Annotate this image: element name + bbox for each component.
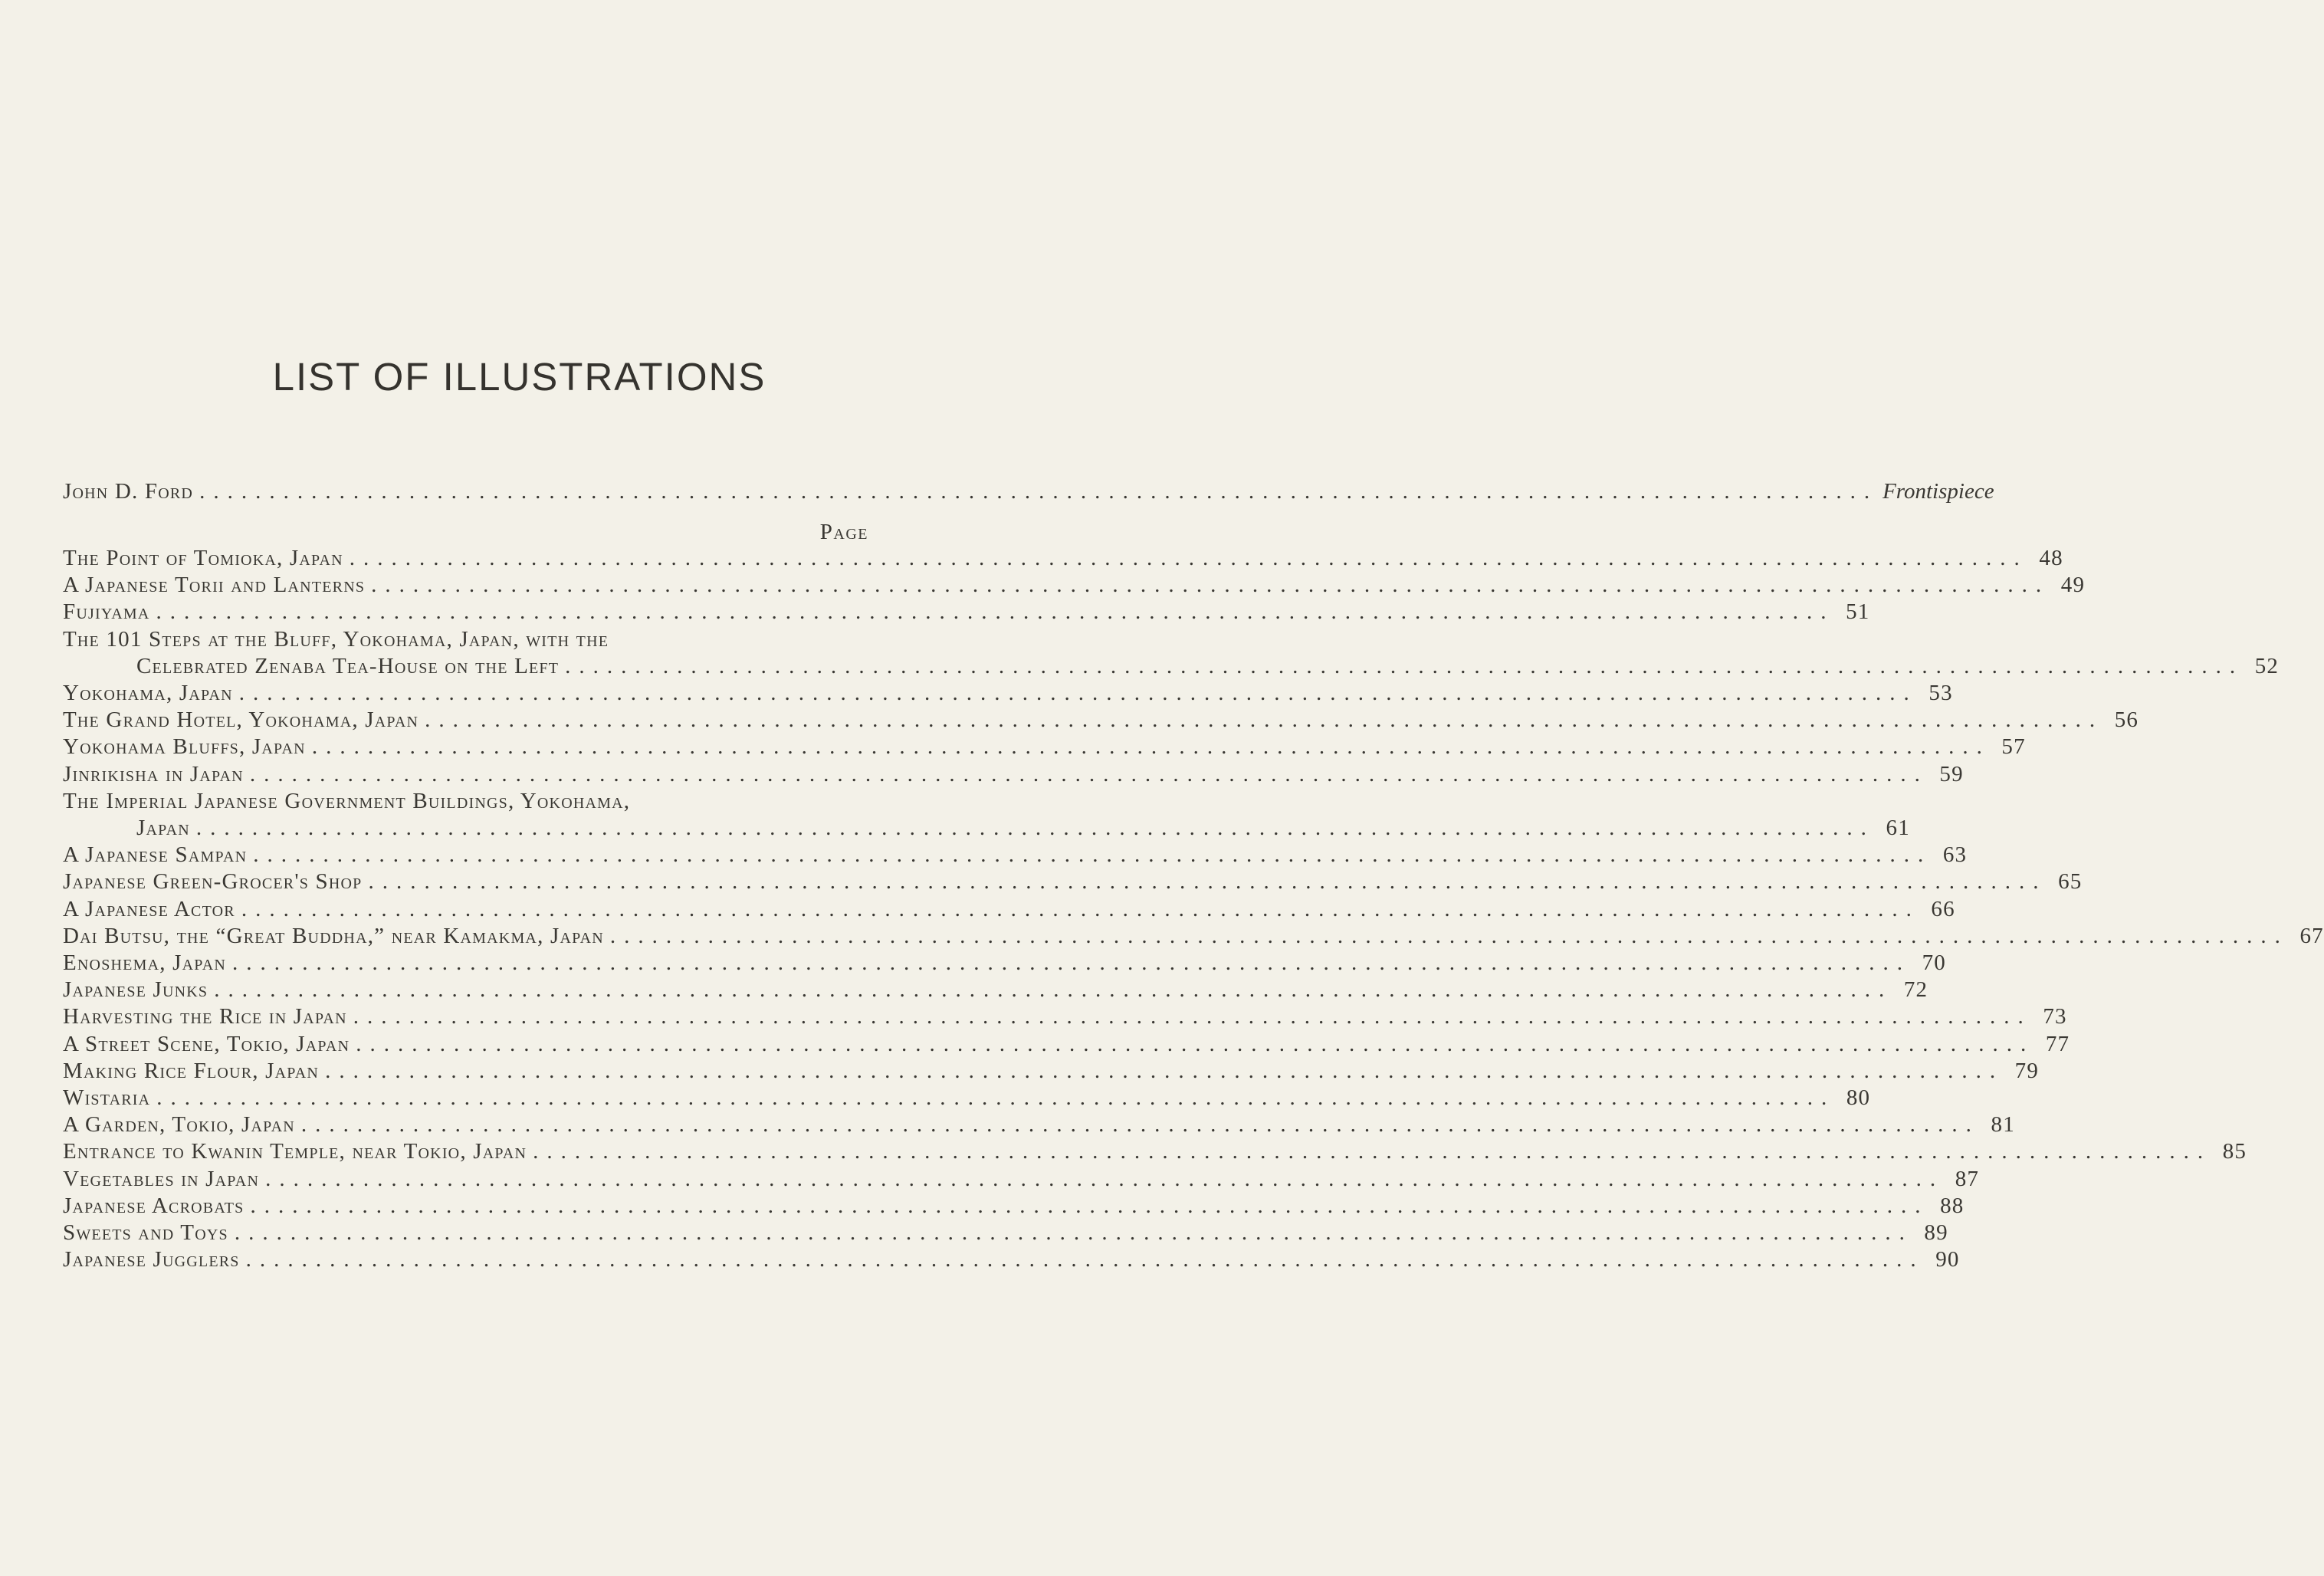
dot-leader: ........................................................................................................................ xyxy=(234,1220,1913,1245)
entry-text: The Grand Hotel, Yokohama, Japan xyxy=(63,708,419,733)
entry-page: 67 xyxy=(2299,923,2324,948)
entry-text: John D. Ford xyxy=(63,479,194,504)
list-item xyxy=(63,546,2063,571)
entry-page: 80 xyxy=(1846,1085,1871,1110)
entry-page: 53 xyxy=(1928,681,1953,705)
list-item xyxy=(63,1031,2070,1057)
entry-page: 61 xyxy=(1886,816,1910,840)
entry-text: Yokohama, Japan xyxy=(63,681,233,705)
dot-leader: ........................................................................................................................ xyxy=(349,546,2028,570)
dot-leader: ........................................................................................................................ xyxy=(368,869,2047,895)
list-item xyxy=(63,1166,1980,1192)
dot-leader: ........................................................................................................................ xyxy=(249,761,1928,786)
list-item xyxy=(63,1112,2015,1138)
dot-leader: ........................................................................................................................ xyxy=(232,951,1912,975)
entry-page: 48 xyxy=(2039,546,2063,570)
list-item xyxy=(63,816,1910,841)
entry-page: 52 xyxy=(2254,653,2280,678)
entry-text: Making Rice Flour, Japan xyxy=(63,1058,320,1083)
entry-text: Yokohama Bluffs, Japan xyxy=(63,734,306,760)
entry-page: 63 xyxy=(1942,842,1968,868)
entry-text: Celebrated Zenaba Tea-House on the Left xyxy=(136,653,560,678)
entry-text: The Imperial Japanese Government Buildings, Yokohama, xyxy=(63,788,631,813)
entry-text: The Point of Tomioka, Japan xyxy=(63,546,343,570)
dot-leader: ........................................................................................................................ xyxy=(353,1004,2032,1029)
list-item xyxy=(63,627,869,652)
list-item xyxy=(63,789,869,814)
dot-leader: ........................................................................................................................ xyxy=(238,681,1918,705)
list-item xyxy=(63,842,1968,868)
list-item xyxy=(63,1139,2247,1164)
entry-text: Jinrikisha in Japan xyxy=(63,761,244,786)
entry-page: 88 xyxy=(1940,1193,1965,1218)
entry-page: 90 xyxy=(1935,1247,1960,1272)
list-item xyxy=(63,977,1928,1003)
entry-page: 49 xyxy=(2060,573,2086,598)
list-item xyxy=(63,1193,1965,1219)
entry-page: 65 xyxy=(2058,869,2083,895)
entry-text: A Japanese Torii and Lanterns xyxy=(63,573,366,598)
dot-leader: ........................................................................................................................ xyxy=(311,734,1991,760)
dot-leader: ........................................................................................................................ xyxy=(199,479,1879,504)
entry-text: Harvesting the Rice in Japan xyxy=(63,1004,347,1029)
dot-leader: ........................................................................................................................ xyxy=(156,1085,1836,1110)
list-item xyxy=(63,681,1953,706)
entry-page: 57 xyxy=(2001,734,2026,760)
entry-text: Japanese Green-Grocer's Shop xyxy=(63,869,363,895)
entry-text: The 101 Steps at the Bluff, Yokohama, Japan, with the xyxy=(63,626,609,652)
list-item xyxy=(63,573,2086,598)
dot-leader: ........................................................................................................................ xyxy=(250,1193,1929,1218)
entry-page: 56 xyxy=(2114,708,2139,733)
dot-leader: ........................................................................................................................ xyxy=(609,923,2289,948)
entry-page: 81 xyxy=(1991,1112,2015,1138)
list-item xyxy=(63,1247,1960,1272)
entry-text: Japan xyxy=(136,816,190,840)
entry-page: 85 xyxy=(2222,1139,2247,1164)
entry-text: Vegetables in Japan xyxy=(63,1166,260,1191)
list-item xyxy=(63,599,1870,625)
entry-page: 77 xyxy=(2045,1031,2070,1056)
entry-text: Japanese Junks xyxy=(63,977,208,1003)
entry-text: Enoshema, Japan xyxy=(63,951,227,975)
entry-page: 70 xyxy=(1922,951,1947,975)
entry-page: 66 xyxy=(1931,896,1955,921)
list-item xyxy=(63,1220,1948,1246)
list-item xyxy=(63,708,2139,733)
entry-page: 73 xyxy=(2043,1004,2067,1029)
list-item xyxy=(63,951,1947,976)
list-item xyxy=(63,1085,1871,1111)
dot-leader: ........................................................................................................................ xyxy=(253,842,1932,868)
dot-leader: ........................................................................................................................ xyxy=(425,708,2104,733)
dot-leader: ........................................................................................................................ xyxy=(241,896,1920,921)
dot-leader: ........................................................................................................................ xyxy=(325,1058,2004,1083)
dot-leader: ........................................................................................................................ xyxy=(245,1247,1925,1272)
entry-text: Dai Butsu, the “Great Buddha,” near Kamakma, Japan xyxy=(63,923,604,948)
entry-page: 89 xyxy=(1924,1220,1948,1245)
entry-text: Wistaria xyxy=(63,1085,151,1110)
entry-text: Sweets and Toys xyxy=(63,1220,228,1245)
dot-leader: ........................................................................................................................ xyxy=(156,599,1835,625)
entry-text: Entrance to Kwanin Temple, near Tokio, Japan xyxy=(63,1139,527,1164)
dot-leader: ........................................................................................................................ xyxy=(195,816,1875,840)
page-column-header: Page xyxy=(819,520,868,544)
list-item xyxy=(63,761,1964,787)
entry-text: A Garden, Tokio, Japan xyxy=(63,1112,295,1138)
dot-leader: ........................................................................................................................ xyxy=(356,1031,2035,1056)
entry-page: Frontispiece xyxy=(1883,479,1994,504)
entry-text: A Japanese Actor xyxy=(63,896,235,921)
entry-page: 79 xyxy=(2014,1058,2040,1083)
entry-page: 87 xyxy=(1955,1166,1980,1191)
entry-text: A Japanese Sampan xyxy=(63,842,248,868)
dot-leader: ........................................................................................................................ xyxy=(565,653,2244,678)
list-item xyxy=(63,869,2083,895)
entry-page: 72 xyxy=(1903,977,1928,1003)
dot-leader: ........................................................................................................................ xyxy=(265,1166,1945,1191)
list-item xyxy=(63,896,1955,922)
list-item xyxy=(63,734,2026,760)
entry-page: 51 xyxy=(1846,599,1870,625)
page-title: LIST OF ILLUSTRATIONS xyxy=(272,355,766,399)
entry-text: Japanese Acrobats xyxy=(63,1193,245,1218)
dot-leader: ........................................................................................................................ xyxy=(371,573,2050,598)
entry-text: Japanese Jugglers xyxy=(63,1247,240,1272)
list-item xyxy=(63,653,2280,679)
dot-leader: ........................................................................................................................ xyxy=(300,1112,1980,1138)
entry-text: Fujiyama xyxy=(63,599,150,625)
list-item xyxy=(63,923,2324,949)
entry-page: 59 xyxy=(1939,761,1964,786)
dot-leader: ........................................................................................................................ xyxy=(533,1139,2212,1164)
frontispiece-entry xyxy=(63,479,1994,504)
list-item xyxy=(63,1004,2067,1029)
list-item xyxy=(63,1058,2040,1084)
entry-text: A Street Scene, Tokio, Japan xyxy=(63,1031,350,1056)
dot-leader: ........................................................................................................................ xyxy=(214,977,1893,1003)
